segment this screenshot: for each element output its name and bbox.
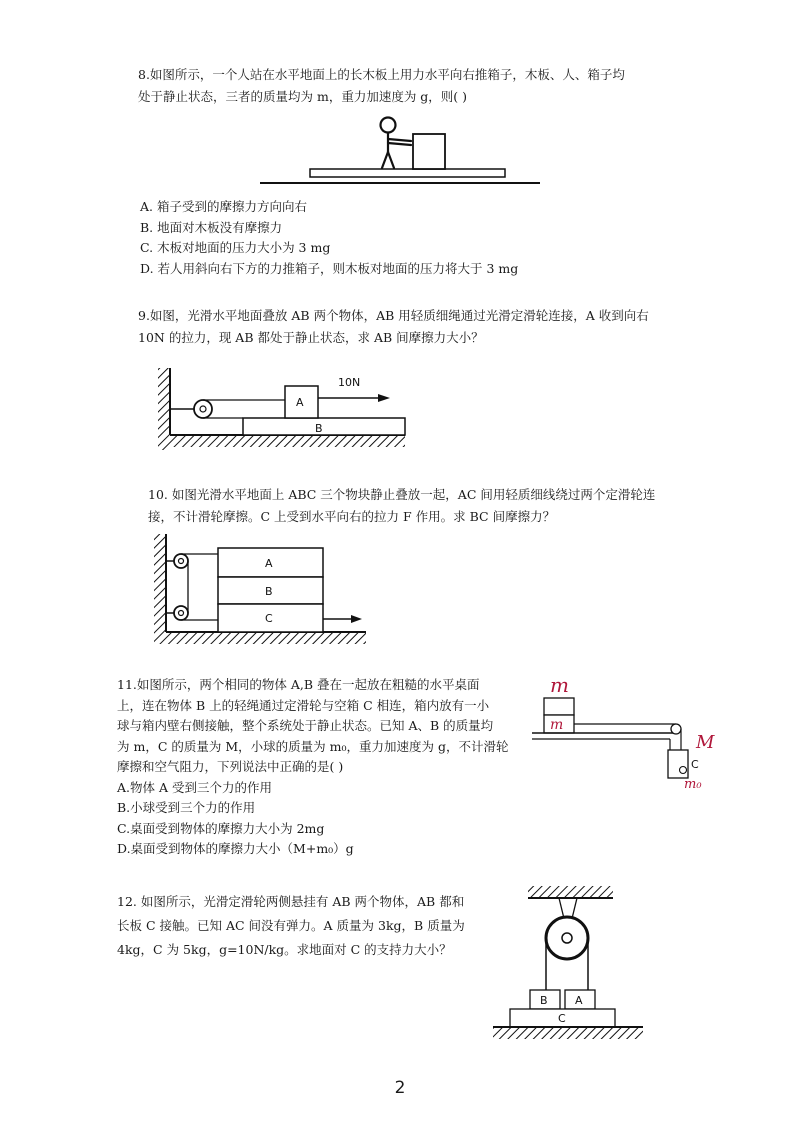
question-8: [138, 64, 625, 108]
question-11-line1: 11.如图所示，两个相同的物体 A,B 叠在一起放在粗糙的水平桌面: [117, 677, 480, 692]
q11-handwritten-m-block: m: [550, 717, 564, 733]
page-number: 2: [394, 1078, 406, 1098]
question-12: [117, 890, 465, 962]
question-12-stem-line3: 4kg，C 为 5kg，g=10N/kg。求地面对 C 的支持力大小？: [117, 942, 452, 957]
q12-block-b-label: B: [540, 994, 548, 1007]
q10-block-b-label: B: [265, 585, 273, 598]
question-8-option-d: D. 若人用斜向右下方的力推箱子，则木板对地面的压力将大于 3 mg: [140, 260, 519, 276]
q10-block-a-label: A: [265, 557, 273, 570]
question-10-figure: [148, 528, 388, 648]
question-9-stem-line2: 10N 的拉力，现 AB 都处于静止状态，求 AB 间摩擦力大小？: [138, 330, 484, 345]
question-10: [148, 484, 655, 528]
question-12-figure: [488, 880, 648, 1050]
q11-box-c-label: C: [691, 758, 699, 771]
question-8-option-b: B. 地面对木板没有摩擦力: [140, 219, 283, 235]
question-11-line4: 为 m，C 的质量为 M，小球的质量为 m₀，重力加速度为 g，不计滑轮: [117, 738, 509, 754]
q9-block-a-label: A: [296, 396, 304, 409]
q12-block-c-label: C: [558, 1012, 566, 1025]
question-8-figure: [255, 112, 545, 187]
question-10-stem-line2: 接，不计滑轮摩擦。C 上受到水平向右的拉力 F 作用。求 BC 间摩擦力？: [148, 509, 556, 524]
question-11-figure: [528, 668, 728, 803]
question-11: [117, 675, 508, 860]
q12-block-a-label: A: [575, 994, 583, 1007]
question-8-options: [140, 197, 518, 279]
question-8-option-c: C. 木板对地面的压力大小为 3 mg: [140, 240, 331, 255]
question-9-figure: [150, 360, 410, 460]
question-8-stem-line1: 8.如图所示，一个人站在水平地面上的长木板上用力水平向右推箱子，木板、人、箱子均: [138, 67, 625, 82]
question-11-line3: 球与箱内壁右侧接触，整个系统处于静止状态。已知 A、B 的质量均: [117, 718, 494, 733]
question-8-stem-line2: 处于静止状态，三者的质量均为 m，重力加速度为 g，则( ): [138, 89, 468, 104]
question-11-option-c: C.桌面受到物体的摩擦力大小为 2mg: [117, 820, 325, 836]
q11-handwritten-m-top: m: [550, 673, 569, 697]
question-12-stem-line1: 12. 如图所示，光滑定滑轮两侧悬挂有 AB 两个物体，AB 都和: [117, 894, 465, 909]
q11-handwritten-big-m: M: [696, 732, 715, 753]
question-11-option-d: D.桌面受到物体的摩擦力大小（M+m₀）g: [117, 841, 354, 856]
question-11-line5: 摩擦和空气阻力，下列说法中正确的是( ): [117, 759, 344, 774]
question-8-option-a: A. 箱子受到的摩擦力方向向右: [140, 199, 307, 214]
question-11-option-b: B.小球受到三个力的作用: [117, 800, 256, 815]
question-9: [138, 305, 649, 349]
q10-block-c-label: C: [265, 612, 273, 625]
q9-force-label: 10N: [338, 376, 361, 389]
q11-handwritten-m0: m₀: [684, 777, 702, 792]
question-12-stem-line2: 长板 C 接触。已知 AC 间没有弹力。A 质量为 3kg，B 质量为: [117, 918, 465, 933]
question-11-option-a: A.物体 A 受到三个力的作用: [117, 779, 272, 795]
question-9-stem-line1: 9.如图，光滑水平地面叠放 AB 两个物体，AB 用轻质细绳通过光滑定滑轮连接，A 收到向右: [138, 308, 649, 323]
question-10-stem-line1: 10. 如图光滑水平地面上 ABC 三个物块静止叠放一起，AC 间用轻质细线绕过两个定滑轮连: [148, 487, 656, 502]
q9-block-b-label: B: [315, 422, 323, 435]
question-11-line2: 上，连在物体 B 上的轻绳通过定滑轮与空箱 C 相连，箱内放有一小: [117, 697, 490, 713]
